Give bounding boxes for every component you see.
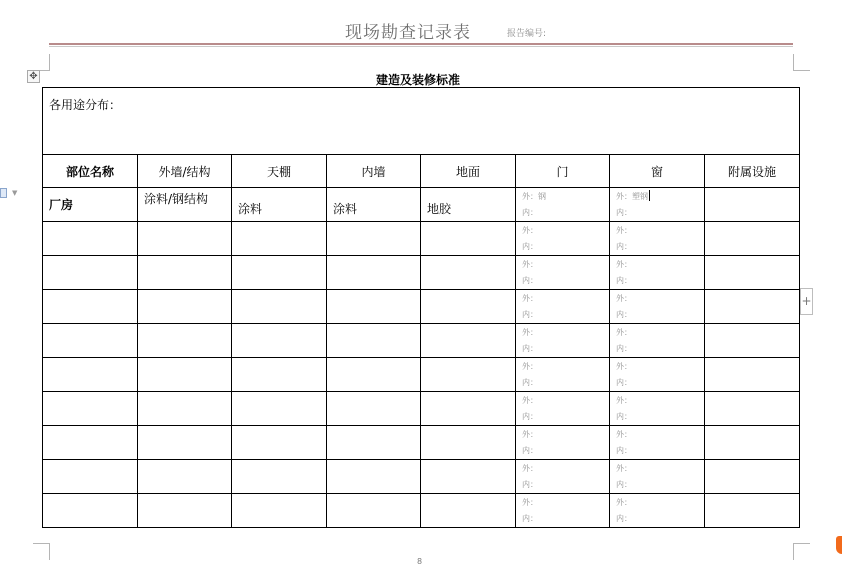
- cell-part-name[interactable]: [43, 426, 138, 460]
- inspection-table: [42, 87, 800, 528]
- cell-door[interactable]: [516, 256, 610, 290]
- cell-facilities[interactable]: [705, 256, 800, 290]
- window-inside: 内：: [616, 344, 632, 353]
- cell-part-name[interactable]: [43, 494, 138, 528]
- page-number: 8: [417, 557, 423, 566]
- cell-window[interactable]: [610, 290, 705, 324]
- door-outside: 外：: [522, 260, 538, 269]
- cell-inner-wall[interactable]: [327, 222, 421, 256]
- table-header-row: [43, 155, 800, 188]
- cell-exterior[interactable]: [138, 358, 232, 392]
- cell-exterior[interactable]: [138, 460, 232, 494]
- cell-window[interactable]: [610, 358, 705, 392]
- door-inside: 内：: [522, 208, 538, 217]
- page-header-title: 现场勘查记录表: [345, 23, 471, 43]
- window-inside: 内：: [616, 242, 632, 251]
- cell-door[interactable]: [516, 188, 610, 222]
- cell-ceiling[interactable]: [232, 426, 327, 460]
- cell-facilities[interactable]: [705, 392, 800, 426]
- window-outside: 外：: [616, 260, 632, 269]
- cell-inner-wall[interactable]: 涂料: [327, 188, 421, 222]
- window-inside: 内：: [616, 208, 632, 217]
- table-row: [43, 460, 800, 494]
- cell-facilities[interactable]: [705, 494, 800, 528]
- cell-ceiling[interactable]: [232, 460, 327, 494]
- header-rule-thin: [49, 46, 793, 47]
- door-inside: 内：: [522, 344, 538, 353]
- cell-ceiling[interactable]: [232, 392, 327, 426]
- cell-facilities[interactable]: [705, 222, 800, 256]
- door-outside: 外：: [522, 362, 538, 371]
- cell-ceiling[interactable]: [232, 358, 327, 392]
- cell-window[interactable]: [610, 392, 705, 426]
- cell-inner-wall[interactable]: [327, 494, 421, 528]
- usage-distribution-cell[interactable]: [43, 88, 800, 155]
- cell-floor[interactable]: [421, 426, 516, 460]
- cell-door[interactable]: [516, 392, 610, 426]
- col-header-door[interactable]: 门: [516, 155, 610, 188]
- cell-floor[interactable]: [421, 494, 516, 528]
- window-outside: 外：: [616, 328, 632, 337]
- window-outside: 外：: [616, 396, 632, 405]
- door-inside: 内：: [522, 480, 538, 489]
- window-inside: 内：: [616, 276, 632, 285]
- door-inside: 内：: [522, 242, 538, 251]
- cell-door[interactable]: [516, 494, 610, 528]
- window-inside: 内：: [616, 480, 632, 489]
- section-title: 建造及装修标准: [376, 73, 461, 87]
- cell-inner-wall[interactable]: [327, 324, 421, 358]
- door-outside: 外：: [522, 226, 538, 235]
- col-header-facilities[interactable]: 附属设施: [705, 155, 800, 188]
- cell-window[interactable]: [610, 426, 705, 460]
- col-header-inner-wall[interactable]: 内墙: [327, 155, 421, 188]
- table-row: [43, 222, 800, 256]
- cell-facilities[interactable]: [705, 324, 800, 358]
- cell-door[interactable]: [516, 426, 610, 460]
- door-inside: 内：: [522, 276, 538, 285]
- cell-ceiling[interactable]: [232, 324, 327, 358]
- cell-floor[interactable]: 地胶: [421, 188, 516, 222]
- cell-exterior[interactable]: [138, 256, 232, 290]
- table-row: [43, 188, 800, 222]
- col-header-ceiling[interactable]: 天棚: [232, 155, 327, 188]
- table-row: [43, 426, 800, 460]
- chevron-down-icon[interactable]: ▼: [12, 189, 18, 197]
- report-number-label: 报告编号:: [507, 29, 547, 39]
- cell-inner-wall[interactable]: [327, 392, 421, 426]
- window-inside: 内：: [616, 446, 632, 455]
- window-inside: 内：: [616, 310, 632, 319]
- cell-part-name[interactable]: [43, 290, 138, 324]
- cell-door[interactable]: [516, 358, 610, 392]
- door-inside: 内：: [522, 310, 538, 319]
- cell-inner-wall[interactable]: [327, 358, 421, 392]
- cell-floor[interactable]: [421, 460, 516, 494]
- usage-distribution-label: 各用途分布：: [49, 98, 122, 112]
- cell-exterior[interactable]: [138, 494, 232, 528]
- cell-window[interactable]: [610, 222, 705, 256]
- col-header-window[interactable]: 窗: [610, 155, 705, 188]
- cell-door[interactable]: [516, 290, 610, 324]
- document-icon[interactable]: [0, 188, 7, 198]
- cell-exterior[interactable]: [138, 324, 232, 358]
- door-outside: 外：: [522, 294, 538, 303]
- cell-window[interactable]: [610, 494, 705, 528]
- cell-floor[interactable]: [421, 256, 516, 290]
- door-outside: 外：: [522, 498, 538, 507]
- window-outside-text: 外：塑钢: [616, 192, 648, 201]
- window-inside: 内：: [616, 514, 632, 523]
- cell-inner-wall[interactable]: [327, 290, 421, 324]
- window-outside: 外：: [616, 430, 632, 439]
- cell-floor[interactable]: [421, 358, 516, 392]
- table-move-handle-icon[interactable]: ✥: [27, 70, 40, 83]
- cell-ceiling[interactable]: [232, 222, 327, 256]
- cell-part-name[interactable]: [43, 460, 138, 494]
- table-row: [43, 358, 800, 392]
- cell-part-name[interactable]: [43, 392, 138, 426]
- cell-window[interactable]: [610, 460, 705, 494]
- cell-floor[interactable]: [421, 222, 516, 256]
- cell-window[interactable]: [610, 188, 705, 222]
- cell-exterior[interactable]: [138, 222, 232, 256]
- empty-rows: [43, 222, 800, 528]
- cell-floor[interactable]: [421, 392, 516, 426]
- cell-exterior[interactable]: [138, 392, 232, 426]
- table-row: [43, 290, 800, 324]
- window-inside: 内：: [616, 412, 632, 421]
- door-inside: 内：: [522, 514, 538, 523]
- cell-window[interactable]: [610, 256, 705, 290]
- cell-ceiling[interactable]: [232, 256, 327, 290]
- cell-inner-wall[interactable]: [327, 256, 421, 290]
- window-outside: [616, 189, 704, 205]
- cell-part-name[interactable]: 厂房: [43, 188, 138, 222]
- cell-facilities[interactable]: [705, 358, 800, 392]
- table-row: [43, 392, 800, 426]
- table-row: [43, 256, 800, 290]
- cell-floor[interactable]: [421, 290, 516, 324]
- cell-exterior[interactable]: 涂料/钢结构: [138, 188, 232, 222]
- window-outside: 外：: [616, 294, 632, 303]
- window-outside: 外：: [616, 362, 632, 371]
- window-inside: 内：: [616, 378, 632, 387]
- door-inside: 内：: [522, 378, 538, 387]
- col-header-part-name[interactable]: 部位名称: [43, 155, 138, 188]
- margin-corner-bottom-left: [33, 543, 50, 560]
- cell-part-name[interactable]: [43, 256, 138, 290]
- cell-part-name[interactable]: [43, 358, 138, 392]
- header-rule: [49, 43, 793, 45]
- table-row: [43, 324, 800, 358]
- cell-facilities[interactable]: [705, 460, 800, 494]
- text-cursor: [649, 190, 650, 201]
- window-outside: 外：: [616, 498, 632, 507]
- cell-ceiling[interactable]: [232, 494, 327, 528]
- cell-facilities[interactable]: [705, 188, 800, 222]
- col-header-exterior[interactable]: 外墙/结构: [138, 155, 232, 188]
- door-outside: 外：: [522, 464, 538, 473]
- door-inside: 内：: [522, 446, 538, 455]
- table-row: [43, 494, 800, 528]
- orange-tab-marker[interactable]: [836, 536, 842, 554]
- cell-inner-wall[interactable]: [327, 426, 421, 460]
- cell-inner-wall[interactable]: [327, 460, 421, 494]
- window-outside: 外：: [616, 464, 632, 473]
- col-header-floor[interactable]: 地面: [421, 155, 516, 188]
- door-outside: 外：: [522, 328, 538, 337]
- cell-floor[interactable]: [421, 324, 516, 358]
- cell-door[interactable]: [516, 324, 610, 358]
- cell-exterior[interactable]: [138, 290, 232, 324]
- cell-door[interactable]: [516, 222, 610, 256]
- door-outside: 外：: [522, 396, 538, 405]
- cell-facilities[interactable]: [705, 290, 800, 324]
- margin-corner-top-left: [33, 54, 50, 71]
- cell-ceiling[interactable]: 涂料: [232, 188, 327, 222]
- window-outside: 外：: [616, 226, 632, 235]
- margin-corner-top-right: [793, 54, 810, 71]
- inspection-table-container: [42, 87, 800, 528]
- cell-part-name[interactable]: [43, 324, 138, 358]
- cell-part-name[interactable]: [43, 222, 138, 256]
- cell-exterior[interactable]: [138, 426, 232, 460]
- cell-window[interactable]: [610, 324, 705, 358]
- cell-facilities[interactable]: [705, 426, 800, 460]
- door-inside: 内：: [522, 412, 538, 421]
- door-outside: 外：: [522, 430, 538, 439]
- door-outside: 外：钢: [522, 192, 546, 201]
- cell-ceiling[interactable]: [232, 290, 327, 324]
- margin-corner-bottom-right: [793, 543, 810, 560]
- cell-door[interactable]: [516, 460, 610, 494]
- add-column-plus-icon[interactable]: +: [800, 288, 813, 315]
